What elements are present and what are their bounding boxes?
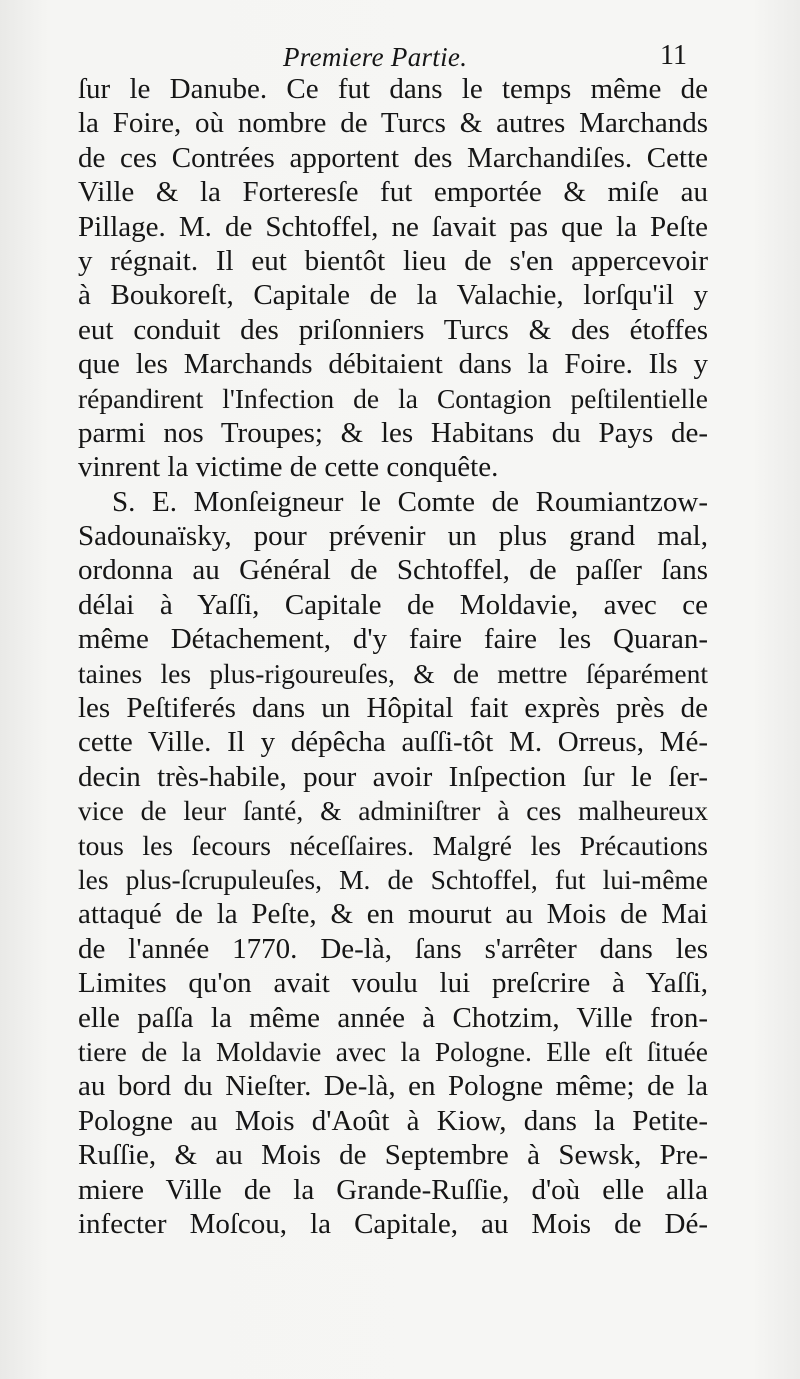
paragraph-start-line: S. E. Monſeigneur le Comte de Roumiantzow- <box>112 485 708 518</box>
text-line: elle paſſa la même année à Chotzim, Ville fron- <box>78 1001 708 1034</box>
text-line: y régnait. Il eut bientôt lieu de s'en appercevoir <box>78 244 708 277</box>
text-line: au bord du Nieſter. De-là, en Pologne même; de la <box>78 1070 708 1103</box>
text-line: Pillage. M. de Schtoffel, ne ſavait pas que la Peſte <box>78 210 708 243</box>
text-line: Sadounaïsky, pour prévenir un plus grand mal, <box>78 520 708 553</box>
text-line: vice de leur ſanté, & adminiſtrer à ces malheureux <box>78 795 708 827</box>
text-line: miere Ville de la Grande-Ruſſie, d'où elle alla <box>78 1173 708 1206</box>
text-line: les Peſtiferés dans un Hôpital fait exprès près de <box>78 692 708 725</box>
text-line: à Boukoreſt, Capitale de la Valachie, lorſqu'il y <box>78 279 708 312</box>
text-line: Ruſſie, & au Mois de Septembre à Sewsk, Pre- <box>78 1139 708 1172</box>
text-line: cette Ville. Il y dépêcha auſſi-tôt M. Orreus, Mé- <box>78 726 708 759</box>
text-line: de l'année 1770. De-là, ſans s'arrêter dans les <box>78 932 708 965</box>
text-line: attaqué de la Peſte, & en mourut au Mois de Mai <box>78 898 708 931</box>
running-title: Premiere Partie. <box>283 42 468 72</box>
text-line: parmi nos Troupes; & les Habitans du Pays de- <box>78 416 708 449</box>
text-line: vinrent la victime de cette conquête. <box>78 451 499 484</box>
text-line: eut conduit des priſonniers Turcs & des étoffes <box>78 313 708 346</box>
text-line: que les Marchands débitaient dans la Foire. Ils y <box>78 348 708 381</box>
text-line: Pologne au Mois d'Août à Kiow, dans la Petite- <box>78 1104 708 1137</box>
text-line: répandirent l'Infection de la Contagion peſtilentielle <box>78 382 708 414</box>
page-number: 11 <box>660 40 687 71</box>
text-line: même Détachement, d'y faire faire les Quaran- <box>78 623 708 656</box>
text-line: Limites qu'on avait voulu lui preſcrire à Yaſſi, <box>78 967 708 1000</box>
body-text <box>78 72 708 1241</box>
text-line: ordonna au Général de Schtoffel, de paſſer ſans <box>78 554 708 587</box>
text-line: de ces Contrées apportent des Marchandiſes. Cette <box>78 141 708 174</box>
text-line: decin très-habile, pour avoir Inſpection ſur le ſer- <box>78 760 708 793</box>
text-line: Ville & la Forteresſe fut emportée & miſe au <box>78 176 708 209</box>
text-line: tous les ſecours néceſſaires. Malgré les Précautions <box>78 829 708 861</box>
text-line: infecter Moſcou, la Capitale, au Mois de Dé- <box>78 1207 708 1240</box>
text-line: tiere de la Moldavie avec la Pologne. Elle eſt ſituée <box>78 1035 708 1067</box>
text-line: les plus-ſcrupuleuſes, M. de Schtoffel, fut lui-même <box>78 863 708 895</box>
text-line: la Foire, où nombre de Turcs & autres Marchands <box>78 107 708 140</box>
text-line: taines les plus-rigoureuſes, & de mettre ſéparément <box>78 657 708 689</box>
text-line: ſur le Danube. Ce fut dans le temps même de <box>78 73 708 105</box>
text-line: délai à Yaſſi, Capitale de Moldavie, avec ce <box>78 588 708 621</box>
